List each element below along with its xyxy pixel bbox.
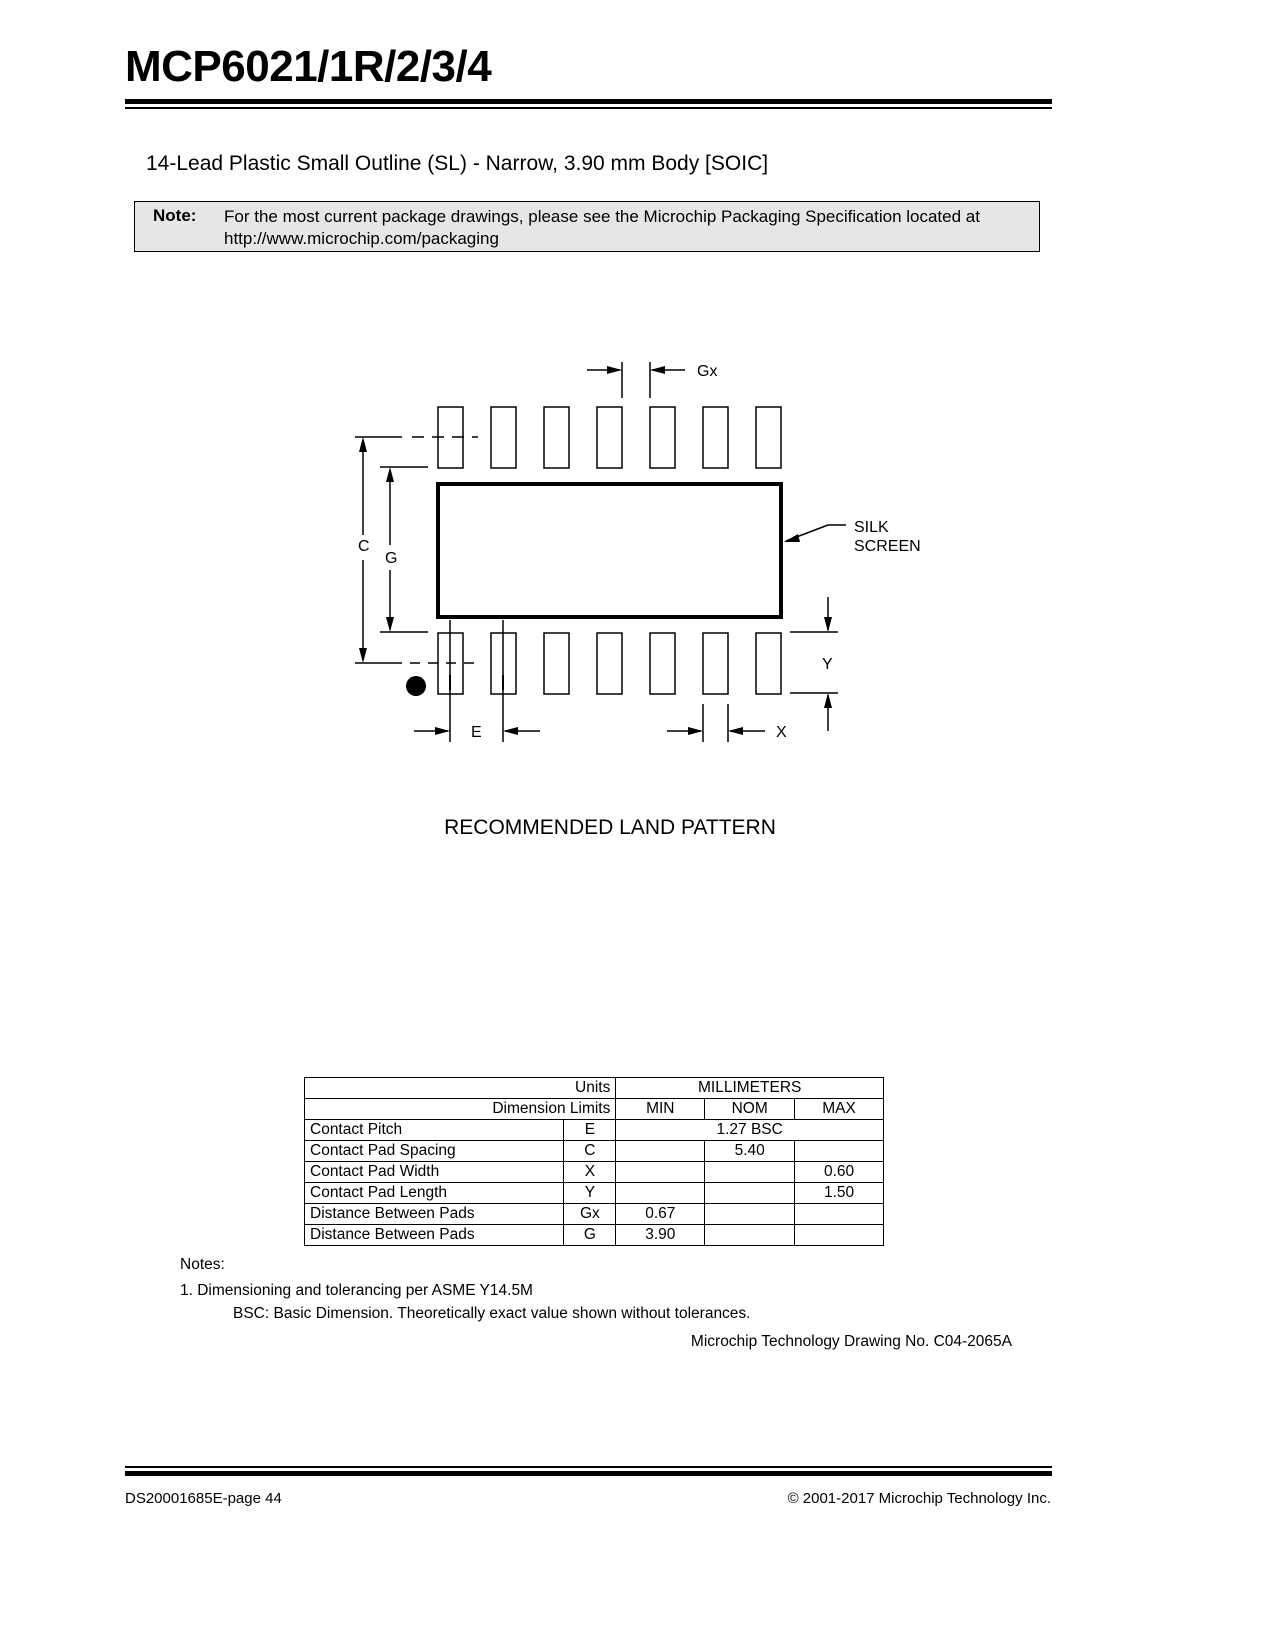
table-row (305, 1225, 884, 1246)
label-y: Y (822, 656, 833, 673)
dim-min: 0.67 (616, 1204, 705, 1225)
dimension-arrowheads (359, 366, 832, 735)
table-row (305, 1099, 884, 1120)
drawing-number: Microchip Technology Drawing No. C04-2065A (690, 1333, 1012, 1350)
notes-heading: Notes: (180, 1256, 225, 1273)
pad (756, 633, 781, 694)
note-item-2: BSC: Basic Dimension. Theoretically exact value shown without tolerances. (233, 1305, 751, 1322)
label-c: C (358, 538, 370, 555)
pin1-indicator (406, 676, 426, 696)
pad (756, 407, 781, 468)
units-value: MILLIMETERS (616, 1078, 884, 1099)
dim-name: Distance Between Pads (305, 1225, 564, 1246)
footer-rule (125, 1471, 1052, 1476)
dim-nom (705, 1204, 795, 1225)
col-nom: NOM (705, 1099, 795, 1120)
note-label: Note: (153, 206, 197, 225)
dim-name: Contact Pad Spacing (305, 1141, 564, 1162)
pad (597, 407, 622, 468)
page-title: MCP6021/1R/2/3/4 (125, 42, 492, 91)
diagram-caption: RECOMMENDED LAND PATTERN (444, 816, 776, 839)
label-g: G (385, 550, 398, 567)
units-label: Units (305, 1078, 616, 1099)
dim-symbol: Gx (564, 1204, 616, 1225)
package-title: 14-Lead Plastic Small Outline (SL) - Narrow, 3.90 mm Body [SOIC] (146, 152, 769, 175)
table-row (305, 1120, 884, 1141)
pad (544, 407, 569, 468)
dim-symbol: E (564, 1120, 616, 1141)
label-screen: SCREEN (854, 538, 921, 555)
dim-name: Contact Pad Width (305, 1162, 564, 1183)
footer-rule-thin (125, 1466, 1052, 1468)
dim-symbol: X (564, 1162, 616, 1183)
dim-name: Contact Pad Length (305, 1183, 564, 1204)
dim-max (795, 1225, 884, 1246)
note-line-2: http://www.microchip.com/packaging (224, 229, 499, 248)
top-pad-row (438, 407, 781, 468)
bottom-pad-row (438, 633, 781, 694)
dim-nom (705, 1162, 795, 1183)
dim-max: 1.50 (795, 1183, 884, 1204)
table-row (305, 1183, 884, 1204)
dim-min (616, 1183, 705, 1204)
label-gx: Gx (697, 363, 718, 380)
label-x: X (776, 724, 787, 741)
dim-symbol: Y (564, 1183, 616, 1204)
dimensions-table (304, 1077, 884, 1246)
table-row (305, 1162, 884, 1183)
dim-name: Distance Between Pads (305, 1204, 564, 1225)
land-pattern-diagram (0, 0, 1275, 800)
pad (544, 633, 569, 694)
note-item-1: 1. Dimensioning and tolerancing per ASME Y14.5M (180, 1282, 533, 1299)
table-row (305, 1078, 884, 1099)
dim-min: 3.90 (616, 1225, 705, 1246)
label-silk: SILK (854, 519, 889, 536)
col-min: MIN (616, 1099, 705, 1120)
pad (650, 633, 675, 694)
limits-label: Dimension Limits (305, 1099, 616, 1120)
dim-min (616, 1162, 705, 1183)
dim-nom (705, 1183, 795, 1204)
dim-max: 0.60 (795, 1162, 884, 1183)
dim-nom: 5.40 (705, 1141, 795, 1162)
silk-screen-outline (438, 484, 781, 617)
col-max: MAX (795, 1099, 884, 1120)
dim-symbol: C (564, 1141, 616, 1162)
footer-copyright: © 2001-2017 Microchip Technology Inc. (787, 1490, 1051, 1507)
dim-name: Contact Pitch (305, 1120, 564, 1141)
dim-max (795, 1141, 884, 1162)
pad (703, 633, 728, 694)
pad (703, 407, 728, 468)
note-line-1: For the most current package drawings, please see the Microchip Packaging Specification located at (224, 207, 980, 226)
table-row (305, 1141, 884, 1162)
dim-symbol: G (564, 1225, 616, 1246)
label-e: E (471, 724, 482, 741)
pad (491, 407, 516, 468)
dim-nom (705, 1225, 795, 1246)
dim-max (795, 1204, 884, 1225)
dim-min (616, 1141, 705, 1162)
dim-value: 1.27 BSC (616, 1120, 884, 1141)
table-row (305, 1204, 884, 1225)
pad (597, 633, 622, 694)
pad (650, 407, 675, 468)
footer-page-id: DS20001685E-page 44 (125, 1490, 282, 1507)
